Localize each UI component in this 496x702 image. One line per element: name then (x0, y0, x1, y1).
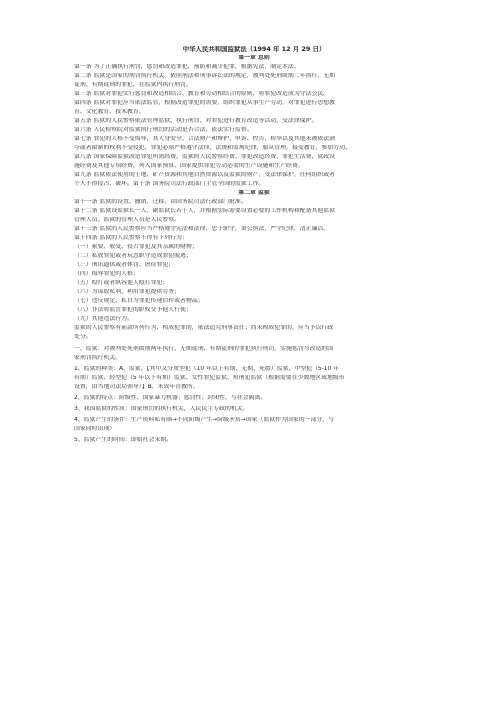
article-line: 第十二条 监狱设监狱长一人、副监狱长若干人，并根据实际需要设置必要的工作机构和配备其他监狱 (74, 208, 336, 214)
article-line: 第十三条 监狱的人民警察应当严格遵守宪法和法律，忠于职守，秉公执法，严守纪律，清正廉洁。 (74, 226, 330, 232)
article-line: 第九条 监狱依法使用的土地、矿产资源和其他自然资源以及监狱的财产，受法律保护，任何组织或者 (74, 172, 336, 178)
article-line: 处分。 (74, 334, 92, 340)
notes-line: 设置，由当地司法局领导）】B、未成年管教所。 (74, 384, 199, 390)
article-line: 第三条 监狱对罪犯实行惩罚和改造相结合、教育和劳动相结合的原则，将罪犯改造成为守法公民。 (74, 91, 330, 97)
article-line: 施经费及其他专项经费，列入国家预算。国家提供罪犯劳动必需的生产设施和生产经费。 (74, 163, 304, 169)
list-item: （六）为谋取私利，利用罪犯提供劳务； (74, 289, 181, 295)
article-line: 第十一条 监狱的设置、撤销、迁移，由国务院司法行政部门批准。 (74, 199, 247, 205)
notes-line: 3、我国监狱的性质：国家刑罚的执行机关，人民民主专政的机关。 (74, 406, 249, 412)
list-item: （四）侮辱罪犯的人格； (74, 271, 139, 277)
list-item: （二）私放罪犯或者玩忽职守造成罪犯脱逃； (74, 253, 192, 259)
article-line: 第五条 监狱的人民警察依法管理监狱、执行刑罚，对罪犯进行教育改造等活动，受法律保护。 (74, 118, 318, 124)
notes-line: 一、监狱：对被判处死刑缓期两年执行、无期徒刑、有期徒刑的罪犯执行刑罚，实施惩罚与改造的国 (74, 346, 334, 352)
chapter-heading: 第一章 总则 (238, 55, 270, 61)
notes-line: 1、监狱的种类：A、监狱。【其中又分重型犯（10 年以上有期、无期、死缓）监狱、中型犯（5-10 年 (74, 366, 340, 372)
list-item: （五）殴打或者纵容他人殴打罪犯； (74, 280, 169, 286)
article-line: 监狱的人民警察有前款所列行为，构成犯罪的，依法追究刑事责任；尚未构成犯罪的，应当予以行政 (74, 325, 334, 331)
notes-line: 国家同时出现） (74, 426, 116, 432)
list-item: （一）索要、收受、侵占罪犯及其亲属的财物； (74, 244, 198, 250)
article-line: 第十四条 监狱的人民警察不得有下列行为： (74, 235, 188, 241)
article-line: 第七条 罪犯的人格不受侮辱，其人身安全、合法财产和辩护、申诉、控告、检举以及其他未被依法剥 (74, 136, 336, 142)
article-line: 第一条 为了正确执行刑罚，惩罚和改造罪犯，预防和减少犯罪，根据宪法，制定本法。 (74, 64, 300, 70)
list-item: （七）违反规定，私自为罪犯传递信件或者物品； (74, 298, 204, 304)
notes-line: 5、监狱产生的时间：即始社会末期。 (74, 437, 172, 443)
article-line: 第四条 监狱对罪犯应当依法监管，根据改造罪犯的需要，组织罪犯从事生产劳动，对罪犯进行思想教 (74, 100, 336, 106)
article-line: 育、文化教育、技术教育。 (74, 109, 145, 115)
notes-line: 家刑罚执行机关。 (74, 355, 122, 361)
chapter-heading: 第二章 监狱 (238, 190, 270, 196)
list-item: （九）其他违法行为。 (74, 316, 133, 322)
article-line: 第六条 人民检察院对监狱执行刑罚的活动是否合法，依法实行监督。 (74, 127, 253, 133)
notes-line: 4、监狱产生的条件：生产资料私有制→不同阶级产生→阶级矛盾→国家（监狱作为国家的一部分，与 (74, 417, 335, 423)
list-item: （八）非法将监管罪犯的职权交予他人行使； (74, 307, 192, 313)
article-line: 第二条 监狱是国家的刑罚执行机关。依照刑法和刑事诉讼法的规定，被判处死刑缓期二年执行、无期 (74, 73, 336, 79)
document-title: 中华人民共和国监狱法（1994 年 12 月 29 日） (182, 46, 326, 53)
article-line: 个人不得侵占、破坏。第十条 国务院司法行政部门主管全国的监狱工作。 (74, 181, 265, 187)
notes-line: 2、监狱的特点：阶级性、国家暴力机器；惩罚性；封闭性，与社会隔离。 (74, 395, 267, 401)
article-line: 夺或者限制的权利不受侵犯。罪犯必须严格遵守法律、法规和监规纪律，服从管理，接受教育，参加劳动。 (74, 145, 351, 151)
article-line: 第八条 国家保障监狱改造罪犯所需经费。监狱的人民警察经费、罪犯改造经费、罪犯生活费、狱政设 (74, 154, 336, 160)
notes-line: 有期）监狱、轻型犯（5 年以下有期）监狱、女性罪犯监狱、短刑犯监狱（根据需要在少数地区或地级市 (74, 375, 345, 381)
article-line: 徒刑、有期徒刑的罪犯，在监狱内执行刑罚。 (74, 82, 192, 88)
list-item: （三）刑讯逼供或者体罚、虐待罪犯； (74, 262, 175, 268)
article-line: 管理人员。监狱的管理人员是人民警察。 (74, 217, 181, 223)
